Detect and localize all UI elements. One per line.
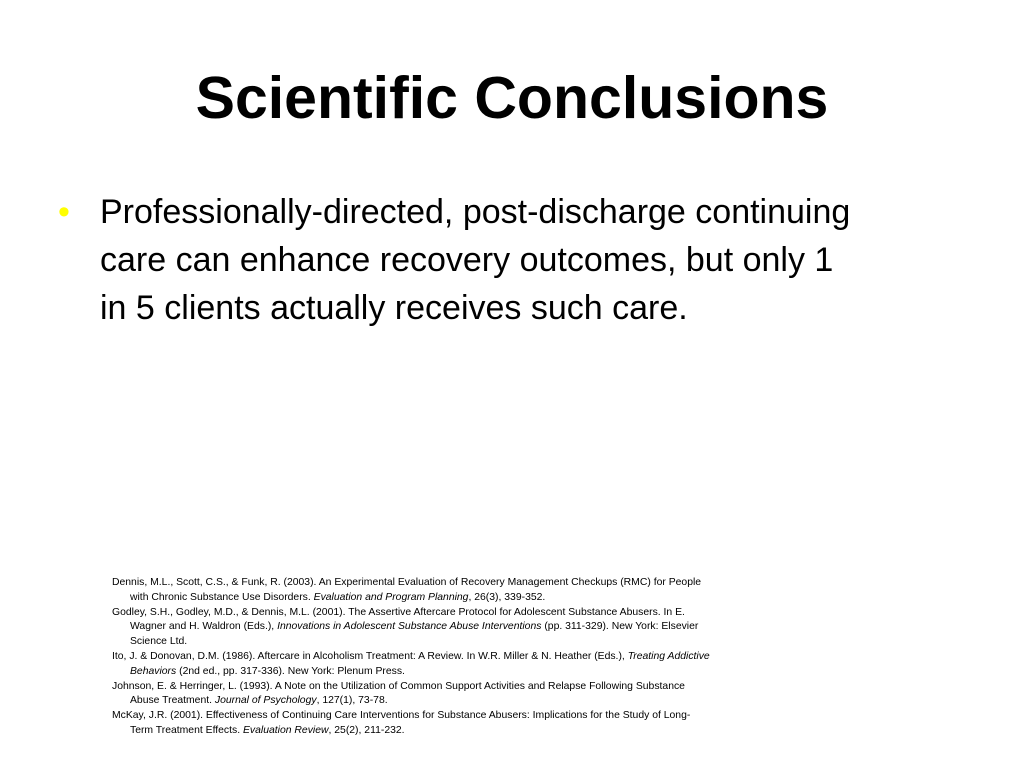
reference-text: Johnson, E. & Herringer, L. (1993). A Note on the Utilization of Common Support Activities and Relapse Following Substance Abuse Treatment.: [112, 680, 685, 707]
reference-item: [112, 576, 712, 606]
reference-text: Godley, S.H., Godley, M.D., & Dennis, M.L. (2001). The Assertive Aftercare Protocol for Adolescent Substance Abusers. In E. Wagner and H. Waldron (Eds.),: [112, 606, 685, 633]
reference-text: Ito, J. & Donovan, D.M. (1986). Aftercare in Alcoholism Treatment: A Review. In W.R. Miller & N. Heather (Eds.),: [112, 650, 628, 662]
reference-details: (pp. 311-329). New York: Elsevier Science Ltd.: [130, 621, 699, 648]
reference-item: [112, 650, 712, 680]
bullet-icon: •: [58, 193, 70, 231]
reference-details: , 127(1), 73-78.: [316, 695, 388, 707]
reference-details: , 26(3), 339-352.: [468, 591, 546, 603]
slide-title: Scientific Conclusions: [195, 65, 829, 131]
bullet-list: [58, 188, 858, 332]
reference-source: Evaluation and Program Planning: [313, 591, 469, 603]
reference-source: Treating Addictive Behaviors: [130, 650, 710, 677]
reference-item: [112, 680, 712, 710]
reference-item: [112, 709, 712, 739]
reference-source: Innovations in Adolescent Substance Abuse Interventions: [277, 621, 542, 633]
reference-text: Dennis, M.L., Scott, C.S., & Funk, R. (2003). An Experimental Evaluation of Recovery Management Checkups (RMC) for People with Chronic Substance Use Disorders.: [112, 577, 702, 603]
reference-source: Journal of Psychology: [214, 695, 317, 707]
bullet-text: Professionally-directed, post-discharge continuing care can enhance recovery outcomes, but only 1 in 5 clients actually receives such care.: [100, 193, 851, 327]
bullet-item: [58, 188, 858, 332]
reference-item: [112, 606, 712, 650]
reference-details: (2nd ed., pp. 317-336). New York: Plenum Press.: [176, 665, 405, 677]
reference-text: McKay, J.R. (2001). Effectiveness of Continuing Care Interventions for Substance Abusers: Implications for the Study of Long-Term Treatment Effects.: [112, 710, 691, 736]
reference-source: Evaluation Review: [243, 724, 329, 736]
references: [112, 576, 712, 739]
reference-details: , 25(2), 211-232.: [328, 724, 405, 736]
